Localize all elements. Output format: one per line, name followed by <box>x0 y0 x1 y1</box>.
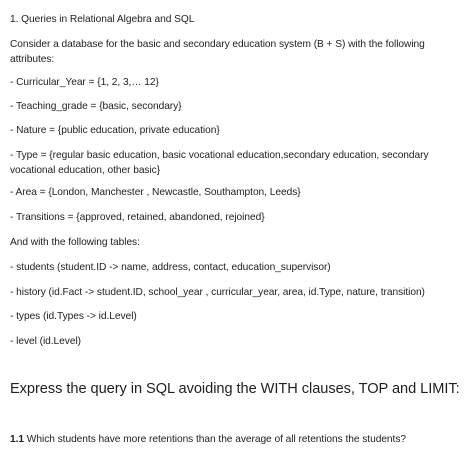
question-text: Which students have more retentions than the average of all retentions the students? <box>24 434 406 445</box>
question-1-1 <box>10 433 465 446</box>
table-students: - students (student.ID -> name, address, contact, education_supervisor) <box>10 262 331 273</box>
table-level: - level (id.Level) <box>10 336 82 347</box>
table-types: - types (id.Types -> id.Level) <box>10 311 137 322</box>
attribute-curricular-year: - Curricular_Year = {1, 2, 3,… 12} <box>10 77 159 88</box>
intro-text: Consider a database for the basic and secondary education system (B + S) with the following attributes: <box>10 39 425 65</box>
table-history: - history (id.Fact -> student.ID, school_year , curricular_year, area, id.Type, nature, transition) <box>10 287 425 298</box>
attribute-nature: - Nature = {public education, private education} <box>10 125 220 136</box>
question-number: 1.1 <box>10 434 25 445</box>
intro-paragraph <box>10 38 460 67</box>
attribute-teaching-grade: - Teaching_grade = {basic, secondary} <box>10 101 182 112</box>
section-heading: 1. Queries in Relational Algebra and SQL <box>10 14 195 25</box>
attribute-transitions: - Transitions = {approved, retained, abandoned, rejoined} <box>10 212 265 223</box>
attribute-type: - Type = {regular basic education, basic vocational education,secondary education, secondary vocational education, other basic} <box>10 150 429 176</box>
tables-intro: And with the following tables: <box>10 237 140 248</box>
instruction-heading: Express the query in SQL avoiding the WITH clauses, TOP and LIMIT: <box>10 381 460 397</box>
attribute-area: - Area = {London, Manchester , Newcastle, Southampton, Leeds} <box>10 187 301 198</box>
